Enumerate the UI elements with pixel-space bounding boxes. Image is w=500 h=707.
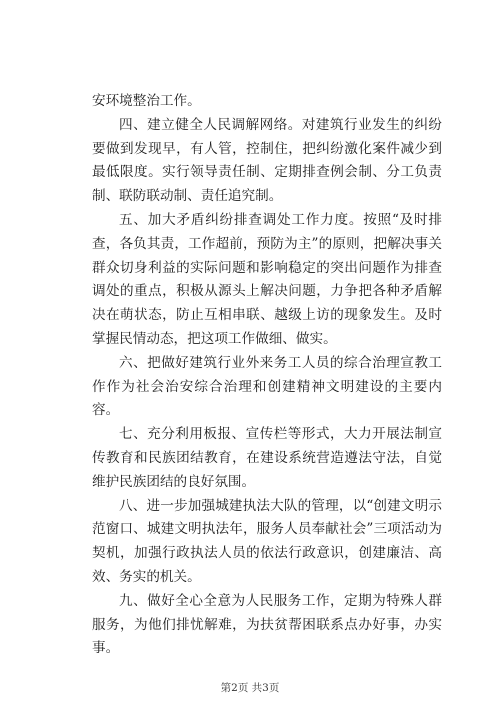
document-body [92, 90, 442, 661]
paragraph-item-9: 九、做好全心全意为人民服务工作，定期为特殊人群服务，为他们排忧解难，为扶贫帮困联系点办好事，办实事。 [92, 592, 442, 657]
paragraph-item-8: 八、进一步加强城建执法大队的管理，以“创建文明示范窗口、城建文明执法年，服务人员奉献社会”三项活动为契机，加强行政执法人员的依法行政意识，创建廉洁、高效、务实的机关。 [92, 497, 442, 585]
paragraph-item-7: 七、充分利用板报、宣传栏等形式，大力开展法制宣传教育和民族团结教育，在建设系统营造遵法守法，自觉维护民族团结的良好氛围。 [92, 426, 442, 490]
paragraph-continuation: 安环境整治工作。 [92, 93, 201, 109]
paragraph-item-5: 五、加大矛盾纠纷排查调处工作力度。按照“及时排查，各负其责，工作超前，预防为主”的原则，把解决事关群众切身利益的实际问题和影响稳定的突出问题作为排查调处的重点，积极从源头上解决问题，力争把各种矛盾解决在萌状态，防止互相串联、越级上访的现象发生。及时掌握民情动态，把这项工作做细、做实。 [92, 211, 442, 347]
page-number-footer: 第2页 共3页 [220, 682, 280, 694]
paragraph-item-4: 四、建立健全人民调解网络。对建筑行业发生的纠纷要做到发现早，有人管，控制住，把纠纷激化案件减少到最低限度。实行领导责任制、定期排查例会制、分工负责制、联防联动制、责任追究制。 [92, 116, 442, 205]
paragraph-item-6: 六、把做好建筑行业外来务工人员的综合治理宣教工作作为社会治安综合治理和创建精神文明建设的主要内容。 [92, 354, 442, 419]
